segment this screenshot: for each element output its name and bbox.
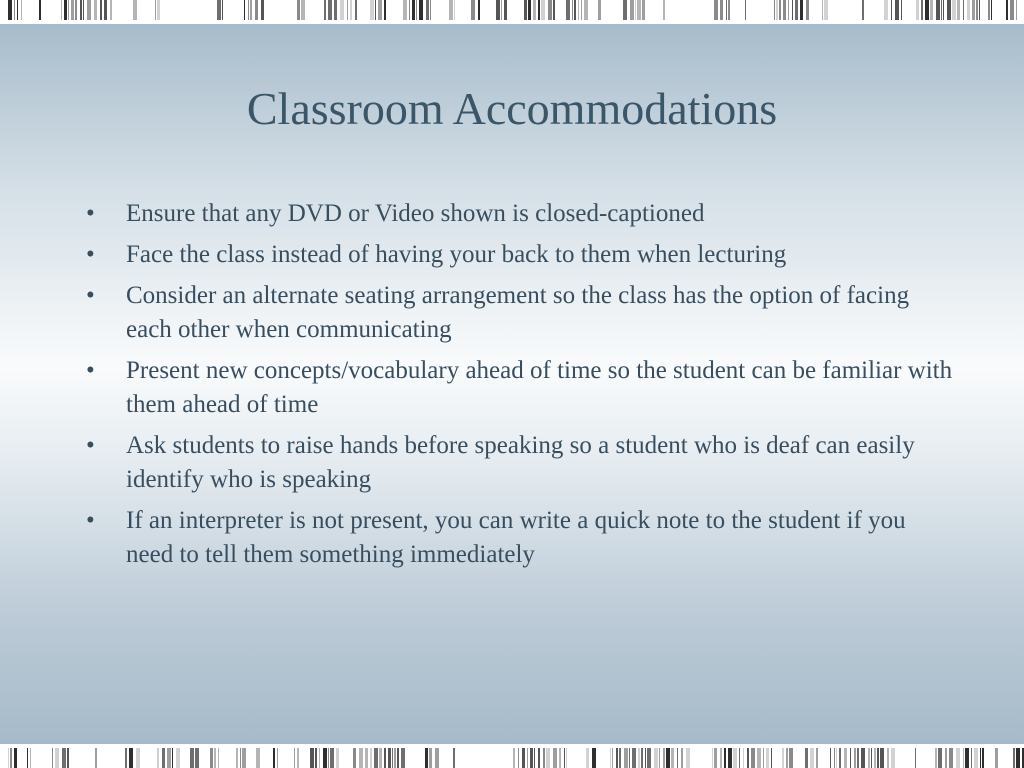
barcode-stripe [980,748,981,768]
barcode-stripe [972,0,975,20]
barcode-stripe [884,0,888,20]
barcode-stripe [871,748,872,768]
barcode-stripe [806,0,809,20]
barcode-stripe [714,0,718,20]
barcode-stripe [844,748,847,768]
barcode-stripe [242,748,246,768]
barcode-stripe [724,748,726,768]
barcode-stripe [1013,748,1015,768]
barcode-stripe [916,0,919,20]
bullet-item [86,197,956,231]
barcode-stripe [967,0,970,20]
barcode-stripe [720,748,722,768]
barcode-stripe [862,0,864,20]
barcode-stripe [641,748,643,768]
barcode-stripe [71,0,74,20]
barcode-stripe [167,748,171,768]
barcode-stripe [816,748,818,768]
barcode-stripe [891,748,895,768]
barcode-stripe [133,0,137,20]
barcode-stripe [403,0,407,20]
barcode-stripe [637,0,641,20]
barcode-stripe [971,748,972,768]
barcode-stripe [210,748,213,768]
barcode-stripe [412,0,415,20]
barcode-stripe [261,0,264,20]
barcode-stripe [190,748,194,768]
barcode-stripe [635,0,636,20]
barcode-stripe [795,0,798,20]
barcode-stripe [915,748,916,768]
barcode-stripe [172,748,173,768]
barcode-stripe [426,0,429,20]
barcode-stripe [861,748,865,768]
barcode-stripe [728,0,730,20]
barcode-stripe [176,748,180,768]
barcode-stripe [887,748,889,768]
barcode-stripe [712,748,713,768]
barcode-stripe [370,0,374,20]
barcode-stripe [384,0,386,20]
bullet-item [86,354,956,422]
barcode-stripe [1016,748,1020,768]
barcode-stripe [792,0,793,20]
bottom-barcode-graphic [0,748,1024,768]
barcode-stripe [623,0,627,20]
barcode-stripe [14,0,15,20]
barcode-stripe [157,748,159,768]
barcode-stripe [979,0,980,20]
barcode-stripe [578,0,579,20]
barcode-stripe [538,0,540,20]
barcode-stripe [21,0,22,20]
bullet-item [86,279,956,347]
barcode-stripe [397,748,399,768]
barcode-stripe [779,0,781,20]
barcode-stripe [297,748,299,768]
barcode-stripe [315,748,317,768]
barcode-stripe [854,748,856,768]
barcode-stripe [425,748,428,768]
barcode-stripe [857,748,859,768]
barcode-stripe [527,748,528,768]
barcode-stripe [559,748,561,768]
barcode-stripe [388,748,391,768]
barcode-stripe [610,748,611,768]
barcode-stripe [543,748,545,768]
barcode-stripe [957,0,960,20]
barcode-stripe [8,748,9,768]
barcode-stripe [39,0,41,20]
bullet-marker: • [86,282,95,309]
barcode-stripe [564,748,565,768]
barcode-stripe [248,0,249,20]
barcode-stripe [27,748,28,768]
barcode-stripe [952,0,956,20]
barcode-stripe [136,748,140,768]
barcode-stripe [256,748,260,768]
barcode-stripe [129,748,133,768]
barcode-stripe [378,0,382,20]
barcode-stripe [435,748,439,768]
barcode-stripe [947,0,951,20]
barcode-stripe [244,0,245,20]
barcode-stripe [654,748,658,768]
barcode-stripe [350,0,352,20]
barcode-stripe [522,748,525,768]
barcode-stripe [810,748,814,768]
barcode-stripe [839,748,841,768]
barcode-stripe [714,748,717,768]
barcode-stripe [751,748,755,768]
barcode-stripe [294,748,295,768]
bullet-marker: • [86,507,95,534]
barcode-stripe [255,0,258,20]
barcode-stripe [739,748,740,768]
barcode-stripe [17,0,18,20]
barcode-stripe [786,748,788,768]
bullet-text: Face the class instead of having your back to them when lecturing [126,241,787,268]
barcode-stripe [938,748,942,768]
barcode-stripe [581,0,582,20]
barcode-stripe [62,748,66,768]
barcode-stripe [629,748,630,768]
bullet-text: Consider an alternate seating arrangement so the class has the option of facing each other when communicating [126,282,910,343]
barcode-stripe [10,748,12,768]
barcode-stripe [941,0,942,20]
barcode-stripe [1010,0,1014,20]
barcode-stripe [155,0,156,20]
barcode-stripe [774,0,775,20]
barcode-stripe [757,748,761,768]
barcode-stripe [83,0,84,20]
barcode-stripe [1006,0,1008,20]
barcode-stripe [240,748,241,768]
barcode-stripe [572,0,573,20]
barcode-stripe [743,748,744,768]
barcode-stripe [496,0,500,20]
bullet-marker: • [86,200,95,227]
barcode-stripe [1016,0,1017,20]
barcode-stripe [104,0,107,20]
barcode-stripe [370,748,372,768]
barcode-stripe [726,0,727,20]
barcode-stripe [895,0,899,20]
barcode-stripe [330,748,334,768]
barcode-stripe [974,748,978,768]
barcode-stripe [430,0,431,20]
barcode-stripe [355,0,357,20]
barcode-stripe [530,748,533,768]
bottom-barcode-border [0,748,1024,768]
barcode-stripe [30,748,31,768]
barcode-stripe [553,0,555,20]
barcode-stripe [612,748,613,768]
barcode-stripe [824,0,828,20]
barcode-stripe [157,0,160,20]
bullet-item [86,504,956,572]
bullet-text: Present new concepts/vocabulary ahead of time so the student can be familiar with them ahead of time [126,357,953,418]
barcode-stripe [681,748,683,768]
barcode-stripe [880,748,884,768]
barcode-stripe [392,748,393,768]
bullet-item [86,429,956,497]
barcode-stripe [125,748,127,768]
barcode-stripe [936,0,940,20]
barcode-stripe [763,748,764,768]
barcode-stripe [771,748,772,768]
barcode-stripe [782,748,784,768]
barcode-stripe [584,0,588,20]
barcode-stripe [95,748,97,768]
barcode-stripe [747,748,749,768]
barcode-stripe [901,0,902,20]
barcode-stripe [501,0,502,20]
barcode-stripe [574,0,576,20]
barcode-stripe [874,748,876,768]
barcode-stripe [788,0,789,20]
bullet-list [86,197,956,579]
barcode-stripe [538,748,540,768]
barcode-stripe [783,0,786,20]
barcode-stripe [80,0,82,20]
barcode-stripe [61,0,62,20]
barcode-stripe [449,0,453,20]
barcode-stripe [328,748,329,768]
barcode-stripe [236,748,238,768]
barcode-stripe [14,748,17,768]
bullet-marker: • [86,241,95,268]
barcode-stripe [945,748,947,768]
barcode-stripe [416,0,417,20]
barcode-stripe [624,748,628,768]
barcode-stripe [533,0,536,20]
bullet-text: If an interpreter is not present, you can write a quick note to the student if you need to tell them something immediately [126,507,906,568]
barcode-stripe [217,0,221,20]
barcode-stripe [789,748,793,768]
barcode-stripe [776,0,778,20]
bullet-text: Ensure that any DVD or Video shown is closed-captioned [126,200,705,227]
barcode-stripe [686,748,690,768]
barcode-stripe [592,748,596,768]
barcode-stripe [891,0,892,20]
barcode-stripe [766,748,769,768]
barcode-stripe [647,748,651,768]
barcode-stripe [677,748,678,768]
barcode-stripe [956,748,960,768]
barcode-stripe [616,748,618,768]
barcode-stripe [671,748,674,768]
barcode-stripe [340,0,344,20]
barcode-stripe [401,748,405,768]
barcode-stripe [375,0,376,20]
barcode-stripe [822,0,823,20]
barcode-stripe [328,0,332,20]
barcode-stripe [374,748,378,768]
top-barcode-border [0,0,1024,20]
barcode-stripe [619,748,621,768]
barcode-stripe [566,748,567,768]
barcode-stripe [546,748,550,768]
barcode-stripe [666,748,670,768]
barcode-stripe [94,0,97,20]
barcode-stripe [868,748,870,768]
barcode-stripe [365,748,368,768]
barcode-stripe [409,0,410,20]
barcode-stripe [323,748,327,768]
barcode-stripe [429,748,432,768]
barcode-stripe [598,0,601,20]
bullet-text: Ask students to raise hands before speaking so a student who is deaf can easily identify who is speaking [126,432,915,493]
barcode-stripe [454,0,455,20]
barcode-stripe [478,0,480,20]
barcode-stripe [925,0,929,20]
barcode-stripe [453,748,455,768]
barcode-stripe [324,0,326,20]
barcode-stripe [195,748,199,768]
barcode-stripe [353,748,356,768]
barcode-stripe [541,0,545,20]
barcode-stripe [805,748,808,768]
barcode-stripe [347,0,348,20]
barcode-stripe [52,748,53,768]
barcode-stripe [632,748,636,768]
barcode-stripe [87,0,91,20]
barcode-stripe [419,0,423,20]
bullet-marker: • [86,432,95,459]
barcode-stripe [67,748,69,768]
barcode-stripe [553,748,557,768]
barcode-stripe [877,748,879,768]
bullet-marker: • [86,357,95,384]
barcode-stripe [850,748,851,768]
barcode-stripe [359,748,363,768]
barcode-stripe [334,0,337,20]
barcode-stripe [988,0,990,20]
barcode-stripe [504,0,507,20]
barcode-stripe [55,748,59,768]
barcode-stripe [277,748,278,768]
barcode-stripe [534,748,535,768]
barcode-stripe [471,0,475,20]
barcode-stripe [963,748,964,768]
slide-content-panel [0,24,1024,744]
barcode-stripe [976,0,978,20]
barcode-stripe [310,748,314,768]
barcode-stripe [297,0,300,20]
barcode-stripe [110,0,112,20]
barcode-stripe [745,0,746,20]
barcode-stripe [943,0,944,20]
barcode-stripe [965,748,969,768]
barcode-stripe [995,748,998,768]
barcode-stripe [586,748,589,768]
barcode-stripe [518,748,519,768]
barcode-stripe [645,748,646,768]
barcode-stripe [963,0,964,20]
barcode-stripe [524,0,527,20]
barcode-stripe [273,748,275,768]
barcode-stripe [336,748,339,768]
barcode-stripe [528,0,531,20]
barcode-stripe [214,748,216,768]
barcode-stripe [566,0,570,20]
barcode-stripe [800,0,803,20]
barcode-stripe [100,0,102,20]
barcode-stripe [64,0,67,20]
barcode-stripe [834,748,835,768]
barcode-stripe [222,0,223,20]
barcode-stripe [394,748,396,768]
barcode-stripe [162,748,165,768]
barcode-stripe [728,748,732,768]
barcode-stripe [384,748,386,768]
barcode-stripe [75,0,77,20]
barcode-stripe [513,748,515,768]
barcode-stripe [935,748,937,768]
barcode-stripe [733,748,737,768]
barcode-stripe [991,0,992,20]
barcode-stripe [548,0,552,20]
bullet-item [86,238,956,272]
barcode-stripe [720,0,723,20]
barcode-stripe [830,748,831,768]
barcode-stripe [663,0,665,20]
barcode-stripe [642,0,645,20]
barcode-stripe [319,748,320,768]
barcode-stripe [301,0,305,20]
barcode-stripe [921,0,923,20]
barcode-stripe [949,748,953,768]
barcode-stripe [836,748,837,768]
barcode-stripe [638,748,640,768]
barcode-stripe [379,748,382,768]
barcode-stripe [8,0,12,20]
slide-title: Classroom Accommodations [246,83,778,134]
barcode-stripe [218,748,219,768]
barcode-stripe [630,0,634,20]
barcode-stripe [663,748,665,768]
barcode-stripe [659,748,660,768]
barcode-stripe [982,748,984,768]
barcode-stripe [250,0,252,20]
barcode-stripe [930,0,933,20]
barcode-stripe [68,0,69,20]
top-barcode-graphic [0,0,1024,20]
